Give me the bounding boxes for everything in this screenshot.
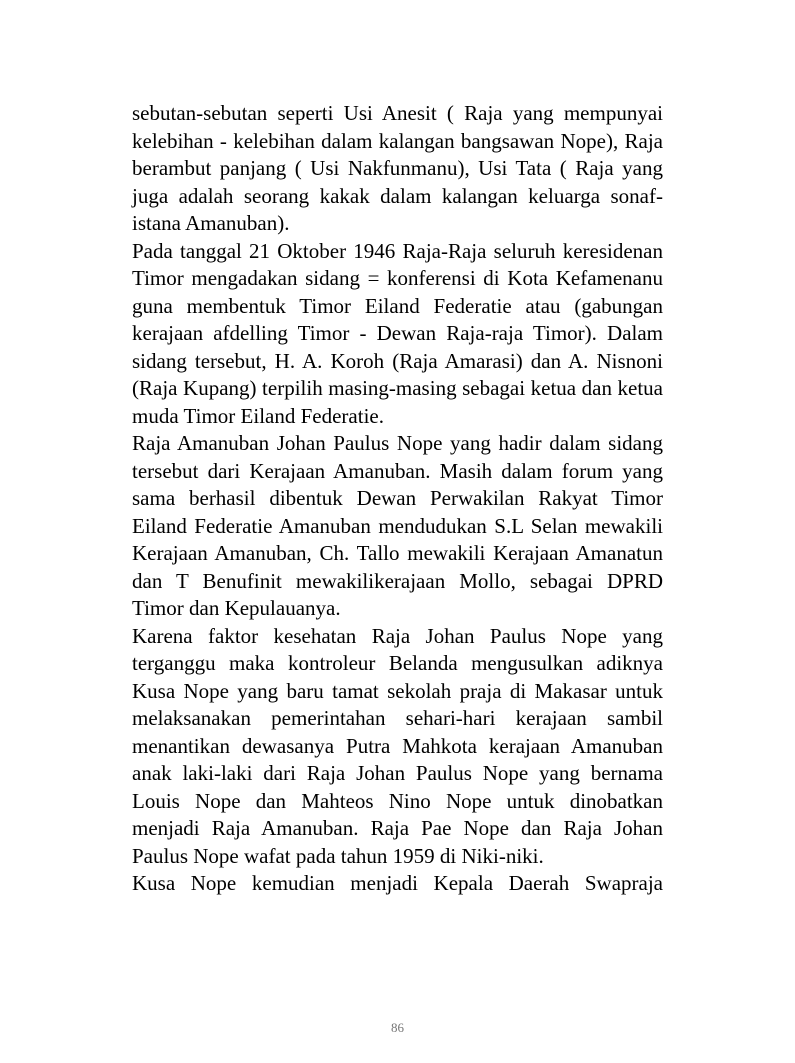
body-text <box>132 100 663 898</box>
paragraph-3: Raja Amanuban Johan Paulus Nope yang hadir dalam sidang tersebut dari Kerajaan Amanuban. Masih dalam forum yang sama berhasil dibentuk Dewan Perwakilan Rakyat Timor Eiland Federatie Amanuban mendudukan S.L Selan mewakili Kerajaan Amanuban, Ch. Tallo mewakili Kerajaan Amanatun dan T Benufinit mewakilikerajaan Mollo, sebagai DPRD Timor dan Kepulauanya. <box>132 431 663 620</box>
paragraph-4: Karena faktor kesehatan Raja Johan Paulus Nope yang terganggu maka kontroleur Belanda mengusulkan adiknya Kusa Nope yang baru tamat sekolah praja di Makasar untuk melaksanakan pemerintahan sehari-hari kerajaan sambil menantikan dewasanya Putra Mahkota kerajaan Amanuban anak laki-laki dari Raja Johan Paulus Nope yang bernama Louis Nope dan Mahteos Nino Nope untuk dinobatkan menjadi Raja Amanuban. Raja Pae Nope dan Raja Johan Paulus Nope wafat pada tahun 1959 di Niki-niki. <box>132 623 663 868</box>
page-number: 86 <box>391 1020 404 1035</box>
paragraph-5: Kusa Nope kemudian menjadi Kepala Daerah Swapraja <box>132 871 663 895</box>
paragraph-1: sebutan-sebutan seperti Usi Anesit ( Raja yang mempunyai kelebihan - kelebihan dalam kalangan bangsawan Nope), Raja berambut panjang ( Usi Nakfunmanu), Usi Tata ( Raja yang juga adalah seorang kakak dalam kalangan keluarga sonaf-istana Amanuban). <box>132 101 663 235</box>
paragraph-2: Pada tanggal 21 Oktober 1946 Raja-Raja seluruh keresidenan Timor mengadakan sidang = konferensi di Kota Kefamenanu guna membentuk Timor Eiland Federatie atau (gabungan kerajaan afdelling Timor - Dewan Raja-raja Timor). Dalam sidang tersebut, H. A. Koroh (Raja Amarasi) dan A. Nisnoni (Raja Kupang) terpilih masing-masing sebagai ketua dan ketua muda Timor Eiland Federatie. <box>132 238 663 428</box>
